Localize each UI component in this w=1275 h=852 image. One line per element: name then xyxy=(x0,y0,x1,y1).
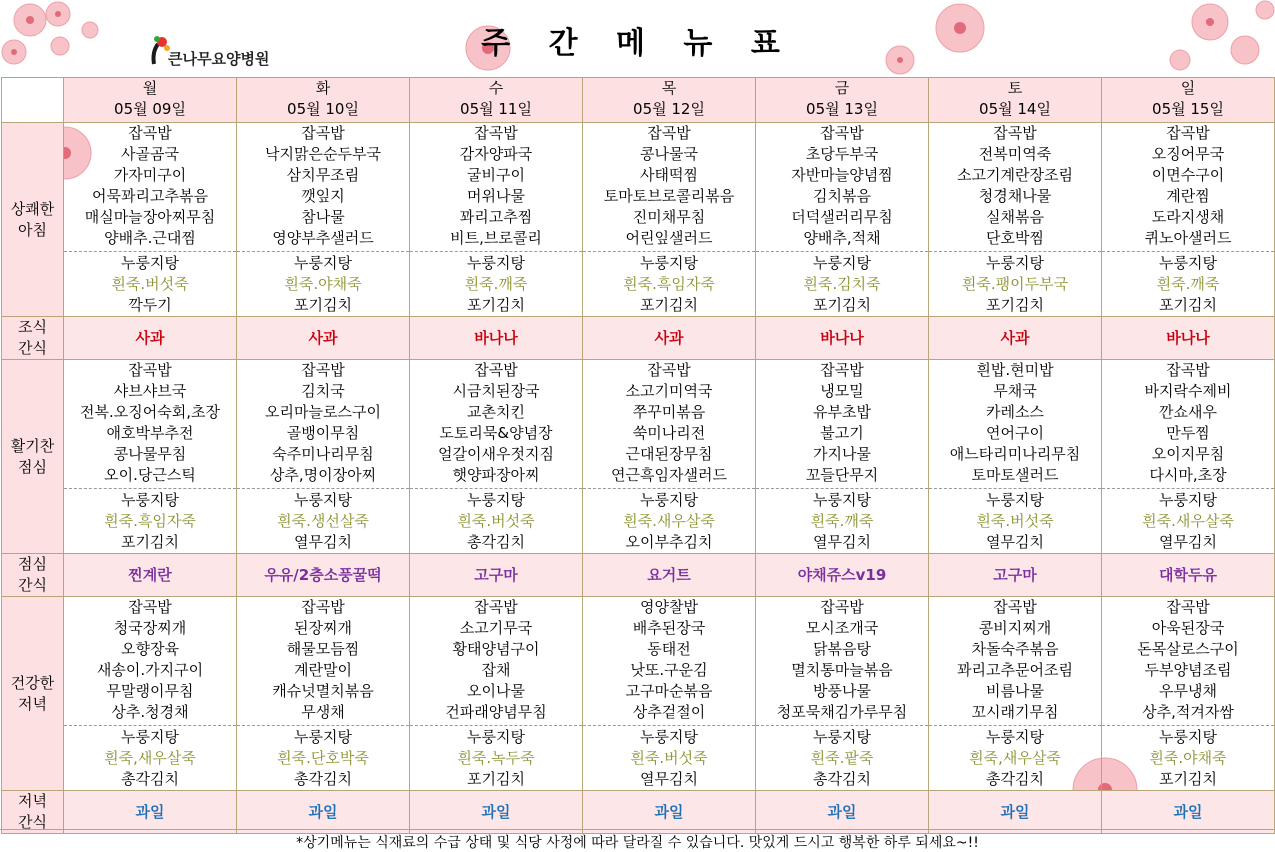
porridge-item: 흰죽.단호박죽 xyxy=(277,749,369,767)
menu-item: 전복미역죽 xyxy=(978,145,1052,163)
porridge-item: 흰죽.팥죽 xyxy=(810,749,874,767)
menu-item: 누룽지탕 xyxy=(640,254,698,272)
menu-item: 퀴노아샐러드 xyxy=(1144,229,1232,247)
menu-item: 콩나물무침 xyxy=(113,445,187,463)
day-header-row xyxy=(2,78,1275,123)
menu-item: 잡곡밥 xyxy=(474,124,518,142)
menu-item: 총각김치 xyxy=(986,770,1044,788)
breakfast-cell xyxy=(1102,123,1275,317)
menu-item: 포기김치 xyxy=(467,296,525,314)
menu-item: 포기김치 xyxy=(294,296,352,314)
menu-item: 잡곡밥 xyxy=(1166,598,1210,616)
alt-menu-section xyxy=(1102,488,1274,553)
porridge-item: 흰죽.야채죽 xyxy=(1149,749,1227,767)
menu-item: 누룽지탕 xyxy=(467,491,525,509)
menu-item: 꼬들단무지 xyxy=(805,466,879,484)
menu-item: 된장찌개 xyxy=(294,619,352,637)
dinner-row xyxy=(2,597,1275,791)
menu-item: 우무냉채 xyxy=(1159,682,1217,700)
menu-item: 무채국 xyxy=(993,382,1037,400)
lunch-cell xyxy=(64,360,237,554)
footer-notice: *상기메뉴는 식재료의 수급 상태 및 식당 사정에 따라 달라질 수 있습니다. 맛있게 드시고 행복한 하루 되세요~!! xyxy=(0,829,1275,852)
alt-menu-section xyxy=(1102,725,1274,790)
menu-item: 열무김치 xyxy=(294,533,352,551)
menu-item: 초당두부국 xyxy=(805,145,879,163)
menu-item: 캐슈넛멸치볶음 xyxy=(272,682,374,700)
alt-menu-section xyxy=(64,725,236,790)
alt-menu-section xyxy=(64,488,236,553)
menu-item: 누룽지탕 xyxy=(813,491,871,509)
menu-item: 소고기계란장조림 xyxy=(957,166,1073,184)
menu-item: 콩나물국 xyxy=(640,145,698,163)
menu-item: 잡곡밥 xyxy=(820,124,864,142)
menu-item: 누룽지탕 xyxy=(1159,254,1217,272)
menu-item: 잡곡밥 xyxy=(128,361,172,379)
pm-snack-cell: 대학두유 xyxy=(1102,554,1275,597)
menu-item: 깐쇼새우 xyxy=(1159,403,1217,421)
menu-item: 사골곰국 xyxy=(121,145,179,163)
menu-item: 토마토샐러드 xyxy=(971,466,1059,484)
menu-item: 양배추.근대찜 xyxy=(104,229,196,247)
am-snack-cell: 사과 xyxy=(929,317,1102,360)
menu-item: 매실마늘장아찌무침 xyxy=(84,208,216,226)
menu-item: 닭볶음탕 xyxy=(813,640,871,658)
menu-item: 누룽지탕 xyxy=(294,728,352,746)
night-snack-cell: 과일 xyxy=(929,791,1102,834)
menu-item: 오이나물 xyxy=(467,682,525,700)
lunch-cell xyxy=(583,360,756,554)
logo-text: 큰나무요양병원 xyxy=(168,50,270,68)
dinner-cell xyxy=(410,597,583,791)
menu-item: 무생채 xyxy=(301,703,345,721)
menu-item: 근대된장무침 xyxy=(625,445,713,463)
tree-logo-icon xyxy=(148,36,170,66)
menu-item: 포기김치 xyxy=(1159,296,1217,314)
menu-item: 비트,브로콜리 xyxy=(450,229,542,247)
menu-item: 포기김치 xyxy=(1159,770,1217,788)
porridge-item: 흰죽.흑임자죽 xyxy=(623,275,715,293)
menu-item: 포기김치 xyxy=(467,770,525,788)
breakfast-cell xyxy=(756,123,929,317)
menu-item: 쑥미나리전 xyxy=(632,424,706,442)
menu-item: 꽈리고추찜 xyxy=(459,208,533,226)
menu-item: 참나물 xyxy=(301,208,345,226)
menu-item: 가자미구이 xyxy=(113,166,187,184)
porridge-item: 흰죽.새우살죽 xyxy=(623,512,715,530)
menu-item: 누룽지탕 xyxy=(813,254,871,272)
menu-item: 다시마,초장 xyxy=(1149,466,1227,484)
porridge-item: 흰죽.깨죽 xyxy=(464,275,528,293)
hospital-logo xyxy=(148,30,308,70)
menu-item: 해물모듬찜 xyxy=(286,640,360,658)
menu-item: 애느타리미나리무침 xyxy=(949,445,1081,463)
menu-item: 숙주미나리무침 xyxy=(272,445,374,463)
menu-item: 계란찜 xyxy=(1166,187,1210,205)
menu-item: 바지락수제비 xyxy=(1144,382,1232,400)
porridge-item: 흰죽,새우살죽 xyxy=(104,749,196,767)
night-snack-cell: 과일 xyxy=(410,791,583,834)
porridge-item: 흰죽.야채죽 xyxy=(284,275,362,293)
alt-menu-section xyxy=(756,488,928,553)
porridge-item: 흰죽.팽이두부국 xyxy=(961,275,1069,293)
menu-item: 만두찜 xyxy=(1166,424,1210,442)
menu-item: 총각김치 xyxy=(294,770,352,788)
menu-item: 누룽지탕 xyxy=(1159,491,1217,509)
night-snack-cell: 과일 xyxy=(1102,791,1275,834)
menu-item: 굴비구이 xyxy=(467,166,525,184)
menu-item: 카레소스 xyxy=(986,403,1044,421)
menu-item: 토마토브로콜리볶음 xyxy=(603,187,735,205)
menu-item: 소고기무국 xyxy=(459,619,533,637)
breakfast-cell xyxy=(410,123,583,317)
pm-snack-cell: 찐계란 xyxy=(64,554,237,597)
menu-item: 오이지무침 xyxy=(1151,445,1225,463)
menu-item: 청경채나물 xyxy=(978,187,1052,205)
dinner-cell xyxy=(237,597,410,791)
menu-item: 오리마늘로스구이 xyxy=(265,403,381,421)
menu-item: 교촌치킨 xyxy=(467,403,525,421)
menu-item: 도라지생채 xyxy=(1151,208,1225,226)
night-snack-cell: 과일 xyxy=(64,791,237,834)
menu-item: 누룽지탕 xyxy=(294,254,352,272)
menu-item: 오징어무국 xyxy=(1151,145,1225,163)
menu-item: 열무김치 xyxy=(813,533,871,551)
alt-menu-section xyxy=(756,725,928,790)
menu-item: 멸치통마늘볶음 xyxy=(791,661,893,679)
menu-item: 깍두기 xyxy=(128,296,172,314)
menu-item: 사태떡찜 xyxy=(640,166,698,184)
menu-item: 깻잎지 xyxy=(301,187,345,205)
menu-item: 잡곡밥 xyxy=(647,124,691,142)
menu-item: 애호박부추전 xyxy=(106,424,194,442)
menu-item: 냉모밀 xyxy=(820,382,864,400)
menu-item: 잡곡밥 xyxy=(1166,361,1210,379)
menu-item: 자반마늘양념찜 xyxy=(791,166,893,184)
menu-item: 골뱅이무침 xyxy=(286,424,360,442)
menu-item: 소고기미역국 xyxy=(625,382,713,400)
lunch-cell xyxy=(410,360,583,554)
alt-menu-section xyxy=(756,251,928,316)
alt-menu-section xyxy=(237,251,409,316)
menu-item: 잡곡밥 xyxy=(993,124,1037,142)
alt-menu-section xyxy=(64,251,236,316)
menu-item: 꼬시래기무침 xyxy=(971,703,1059,721)
menu-item: 새송이.가지구이 xyxy=(96,661,204,679)
menu-item: 상추,적겨자쌈 xyxy=(1142,703,1234,721)
pm-snack-row xyxy=(2,554,1275,597)
menu-item: 건파래양념무침 xyxy=(445,703,547,721)
porridge-item: 흰죽.버섯죽 xyxy=(630,749,708,767)
menu-item: 잡곡밥 xyxy=(474,361,518,379)
am-snack-cell: 바나나 xyxy=(756,317,929,360)
weekly-menu-table xyxy=(1,77,1275,834)
porridge-item: 흰죽.깨죽 xyxy=(810,512,874,530)
lunch-row xyxy=(2,360,1275,554)
menu-item: 머위나물 xyxy=(467,187,525,205)
day-header: 토 05월 14일 xyxy=(929,78,1102,123)
menu-item: 단호박찜 xyxy=(986,229,1044,247)
menu-item: 이면수구이 xyxy=(1151,166,1225,184)
menu-item: 연어구이 xyxy=(986,424,1044,442)
am-snack-cell: 바나나 xyxy=(410,317,583,360)
menu-item: 진미채무침 xyxy=(632,208,706,226)
menu-item: 열무김치 xyxy=(1159,533,1217,551)
menu-item: 잡곡밥 xyxy=(301,361,345,379)
pm-snack-cell: 고구마 xyxy=(929,554,1102,597)
menu-item: 누룽지탕 xyxy=(467,254,525,272)
menu-item: 더덕샐러리무침 xyxy=(791,208,893,226)
porridge-item: 흰죽.김치죽 xyxy=(803,275,881,293)
dinner-cell xyxy=(64,597,237,791)
am-snack-cell: 사과 xyxy=(64,317,237,360)
menu-item: 포기김치 xyxy=(986,296,1044,314)
menu-item: 잡곡밥 xyxy=(993,598,1037,616)
menu-item: 청국장찌개 xyxy=(113,619,187,637)
menu-item: 고구마순볶음 xyxy=(625,682,713,700)
alt-menu-section xyxy=(237,725,409,790)
night-snack-cell: 과일 xyxy=(237,791,410,834)
alt-menu-section xyxy=(410,725,582,790)
day-header: 일 05월 15일 xyxy=(1102,78,1275,123)
alt-menu-section xyxy=(929,251,1101,316)
menu-item: 두부양념조림 xyxy=(1144,661,1232,679)
day-header: 금 05월 13일 xyxy=(756,78,929,123)
row-label-am-snack: 조식 간식 xyxy=(2,317,64,360)
night-snack-cell: 과일 xyxy=(583,791,756,834)
alt-menu-section xyxy=(583,488,755,553)
menu-item: 동태전 xyxy=(647,640,691,658)
menu-item: 포기김치 xyxy=(813,296,871,314)
breakfast-cell xyxy=(583,123,756,317)
menu-item: 상추,명이장아찌 xyxy=(269,466,377,484)
night-snack-row xyxy=(2,791,1275,834)
menu-item: 황태양념구이 xyxy=(452,640,540,658)
pm-snack-cell: 고구마 xyxy=(410,554,583,597)
menu-item: 어묵꽈리고추볶음 xyxy=(92,187,208,205)
day-header: 목 05월 12일 xyxy=(583,78,756,123)
menu-item: 샤브샤브국 xyxy=(113,382,187,400)
porridge-item: 흰죽.버섯죽 xyxy=(111,275,189,293)
menu-item: 콩비지찌개 xyxy=(978,619,1052,637)
day-header: 화 05월 10일 xyxy=(237,78,410,123)
menu-item: 누룽지탕 xyxy=(121,728,179,746)
menu-item: 상추겉절이 xyxy=(632,703,706,721)
porridge-item: 흰죽.흑임자죽 xyxy=(104,512,196,530)
page-title: 주 간 메 뉴 표 xyxy=(481,26,794,61)
menu-item: 잡곡밥 xyxy=(301,124,345,142)
dinner-cell xyxy=(583,597,756,791)
porridge-item: 흰죽,새우살죽 xyxy=(969,749,1061,767)
menu-item: 시금치된장국 xyxy=(452,382,540,400)
menu-item: 잡곡밥 xyxy=(647,361,691,379)
menu-item: 총각김치 xyxy=(813,770,871,788)
porridge-item: 흰죽.깨죽 xyxy=(1156,275,1220,293)
breakfast-cell xyxy=(64,123,237,317)
row-label-lunch: 활기찬 점심 xyxy=(2,360,64,554)
menu-item: 청포묵채김가루무침 xyxy=(776,703,908,721)
menu-item: 낙지맑은순두부국 xyxy=(265,145,381,163)
menu-item: 누룽지탕 xyxy=(121,254,179,272)
menu-item: 오향장육 xyxy=(121,640,179,658)
menu-item: 열무김치 xyxy=(640,770,698,788)
breakfast-cell xyxy=(237,123,410,317)
menu-item: 연근흑임자샐러드 xyxy=(611,466,727,484)
menu-item: 영양찰밥 xyxy=(640,598,698,616)
row-label-breakfast: 상쾌한 아침 xyxy=(2,123,64,317)
porridge-item: 흰죽.버섯죽 xyxy=(457,512,535,530)
menu-item: 계란말이 xyxy=(294,661,352,679)
pm-snack-cell: 요거트 xyxy=(583,554,756,597)
menu-item: 전복.오징어숙회,초장 xyxy=(80,403,220,421)
alt-menu-section xyxy=(583,725,755,790)
am-snack-row xyxy=(2,317,1275,360)
menu-item: 누룽지탕 xyxy=(640,491,698,509)
alt-menu-section xyxy=(410,488,582,553)
menu-item: 흰밥.현미밥 xyxy=(976,361,1054,379)
dinner-cell xyxy=(1102,597,1275,791)
am-snack-cell: 사과 xyxy=(583,317,756,360)
menu-item: 포기김치 xyxy=(121,533,179,551)
menu-item: 잡곡밥 xyxy=(1166,124,1210,142)
menu-item: 돈목살로스구이 xyxy=(1137,640,1239,658)
menu-item: 잡곡밥 xyxy=(301,598,345,616)
menu-item: 모시조개국 xyxy=(805,619,879,637)
menu-item: 누룽지탕 xyxy=(640,728,698,746)
alt-menu-section xyxy=(583,251,755,316)
porridge-item: 흰죽.녹두죽 xyxy=(457,749,535,767)
menu-item: 잡곡밥 xyxy=(820,598,864,616)
menu-item: 누룽지탕 xyxy=(467,728,525,746)
menu-item: 누룽지탕 xyxy=(986,491,1044,509)
pm-snack-cell: 야채쥬스v19 xyxy=(756,554,929,597)
row-label-night-snack: 저녁 간식 xyxy=(2,791,64,834)
menu-item: 김치국 xyxy=(301,382,345,400)
menu-item: 잡곡밥 xyxy=(474,598,518,616)
lunch-cell xyxy=(1102,360,1275,554)
menu-item: 누룽지탕 xyxy=(121,491,179,509)
menu-item: 실채볶음 xyxy=(986,208,1044,226)
porridge-item: 흰죽.버섯죽 xyxy=(976,512,1054,530)
night-snack-cell: 과일 xyxy=(756,791,929,834)
lunch-cell xyxy=(237,360,410,554)
menu-item: 얼갈이새우젓지짐 xyxy=(438,445,554,463)
menu-item: 낫또.구운김 xyxy=(630,661,708,679)
corner-cell xyxy=(2,78,64,123)
row-label-pm-snack: 점심 간식 xyxy=(2,554,64,597)
lunch-cell xyxy=(756,360,929,554)
menu-item: 감자양파국 xyxy=(459,145,533,163)
alt-menu-section xyxy=(929,725,1101,790)
menu-item: 쭈꾸미볶음 xyxy=(632,403,706,421)
breakfast-row xyxy=(2,123,1275,317)
menu-item: 누룽지탕 xyxy=(294,491,352,509)
day-header: 수 05월 11일 xyxy=(410,78,583,123)
menu-item: 불고기 xyxy=(820,424,864,442)
menu-item: 차돌숙주볶음 xyxy=(971,640,1059,658)
menu-item: 잡곡밥 xyxy=(128,124,172,142)
menu-item: 영양부추샐러드 xyxy=(272,229,374,247)
menu-item: 비름나물 xyxy=(986,682,1044,700)
menu-item: 상추.청경채 xyxy=(111,703,189,721)
menu-item: 방풍나물 xyxy=(813,682,871,700)
alt-menu-section xyxy=(929,488,1101,553)
dinner-cell xyxy=(756,597,929,791)
menu-item: 포기김치 xyxy=(640,296,698,314)
alt-menu-section xyxy=(1102,251,1274,316)
menu-item: 누룽지탕 xyxy=(986,254,1044,272)
menu-item: 삼치무조림 xyxy=(286,166,360,184)
am-snack-cell: 바나나 xyxy=(1102,317,1275,360)
menu-item: 도토리묵&양념장 xyxy=(439,424,553,442)
menu-item: 가지나물 xyxy=(813,445,871,463)
menu-item: 어린잎샐러드 xyxy=(625,229,713,247)
menu-item: 잡곡밥 xyxy=(128,598,172,616)
menu-item: 배추된장국 xyxy=(632,619,706,637)
menu-item: 햇양파장아찌 xyxy=(452,466,540,484)
porridge-item: 흰죽.생선살죽 xyxy=(277,512,369,530)
menu-item: 양배추,적채 xyxy=(803,229,881,247)
alt-menu-section xyxy=(410,251,582,316)
menu-item: 열무김치 xyxy=(986,533,1044,551)
dinner-cell xyxy=(929,597,1102,791)
day-header: 월 05월 09일 xyxy=(64,78,237,123)
menu-item: 꽈리고추문어조림 xyxy=(957,661,1073,679)
am-snack-cell: 사과 xyxy=(237,317,410,360)
row-label-dinner: 건강한 저녁 xyxy=(2,597,64,791)
menu-item: 누룽지탕 xyxy=(986,728,1044,746)
menu-item: 누룽지탕 xyxy=(813,728,871,746)
menu-item: 잡곡밥 xyxy=(820,361,864,379)
porridge-item: 흰죽.새우살죽 xyxy=(1142,512,1234,530)
alt-menu-section xyxy=(237,488,409,553)
menu-item: 무말랭이무침 xyxy=(106,682,194,700)
menu-item: 유부초밥 xyxy=(813,403,871,421)
menu-item: 오이.당근스틱 xyxy=(104,466,196,484)
breakfast-cell xyxy=(929,123,1102,317)
menu-item: 총각김치 xyxy=(467,533,525,551)
menu-item: 누룽지탕 xyxy=(1159,728,1217,746)
lunch-cell xyxy=(929,360,1102,554)
pm-snack-cell: 우유/2층소풍꿀떡 xyxy=(237,554,410,597)
menu-item: 잡채 xyxy=(481,661,511,679)
menu-item: 총각김치 xyxy=(121,770,179,788)
menu-item: 아욱된장국 xyxy=(1151,619,1225,637)
menu-item: 김치볶음 xyxy=(813,187,871,205)
menu-item: 오이부추김치 xyxy=(625,533,713,551)
